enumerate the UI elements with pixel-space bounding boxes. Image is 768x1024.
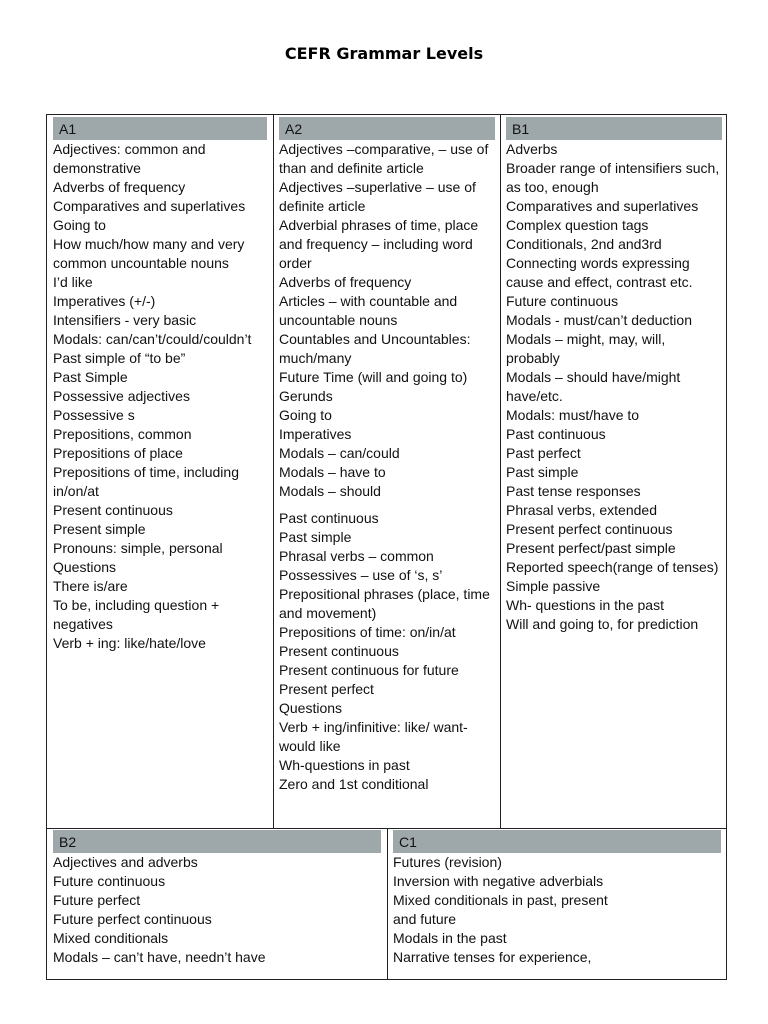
list-item: Present perfect/past simple <box>506 540 676 556</box>
list-item: Prepositional phrases (place, time and movement) <box>279 586 490 621</box>
list-item: Modals - must/can’t deduction <box>506 312 692 328</box>
level-header-b2: B2 <box>53 830 381 853</box>
list-item: Modals – can’t have, needn’t have <box>53 949 266 965</box>
list-item: Modals – should <box>279 483 381 499</box>
cell-a1 <box>53 117 267 653</box>
list-item: Adjectives: common and demonstrative <box>53 141 206 176</box>
list-item: Questions <box>53 559 117 575</box>
list-item: Imperatives (+/-) <box>53 293 156 309</box>
level-header-a2: A2 <box>279 117 495 140</box>
list-item: Prepositions, common <box>53 426 192 442</box>
list-item: Narrative tenses for experience, <box>393 949 592 965</box>
list-item: Adjectives –comparative, – use of than and definite article <box>279 141 489 176</box>
list-c1 <box>393 853 721 967</box>
list-item: Past simple <box>279 529 352 545</box>
cell-c1 <box>393 830 721 967</box>
list-item: Inversion with negative adverbials <box>393 873 604 889</box>
list-item: Possessive s <box>53 407 135 423</box>
divider-a2-b1 <box>500 115 501 829</box>
list-item: How much/how many and very common uncountable nouns <box>53 236 245 271</box>
list-item: Zero and 1st conditional <box>279 776 429 792</box>
list-item: Gerunds <box>279 388 333 404</box>
cell-b2 <box>53 830 381 967</box>
list-item: Future continuous <box>506 293 619 309</box>
list-item: Phrasal verbs – common <box>279 548 434 564</box>
list-item: Past tense responses <box>506 483 641 499</box>
list-item: Comparatives and superlatives <box>53 198 246 214</box>
list-item: Modals – should have/might have/etc. <box>506 369 681 404</box>
list-item: Connecting words expressing cause and effect, contrast etc. <box>506 255 693 290</box>
list-item: There is/are <box>53 578 128 594</box>
list-b2 <box>53 853 381 967</box>
page-title: CEFR Grammar Levels <box>284 44 484 63</box>
list-item: Prepositions of place <box>53 445 183 461</box>
list-item: Pronouns: simple, personal <box>53 540 223 556</box>
list-item: Reported speech(range of tenses) <box>506 559 719 575</box>
list-item: Broader range of intensifiers such, as too, enough <box>506 160 720 195</box>
list-item: Intensifiers - very basic <box>53 312 197 328</box>
list-item: Present perfect continuous <box>506 521 673 537</box>
list-item: Prepositions of time, including in/on/at <box>53 464 239 499</box>
list-item: Complex question tags <box>506 217 649 233</box>
list-item: Present perfect <box>279 681 374 697</box>
list-item: Possessive adjectives <box>53 388 190 404</box>
cell-a2 <box>279 117 495 794</box>
list-item: Past continuous <box>506 426 606 442</box>
list-a2-continued <box>279 509 495 794</box>
list-item: Past simple <box>506 464 579 480</box>
cell-b1 <box>506 117 722 634</box>
list-item: Questions <box>279 700 343 716</box>
list-item: Phrasal verbs, extended <box>506 502 657 518</box>
list-item: Modals in the past <box>393 930 507 946</box>
list-item: Going to <box>53 217 106 233</box>
list-item: Imperatives <box>279 426 352 442</box>
list-item: Countables and Uncountables: much/many <box>279 331 471 366</box>
list-item: Past perfect <box>506 445 581 461</box>
list-item: Adverbs of frequency <box>279 274 412 290</box>
list-b1 <box>506 140 722 634</box>
list-item: Verb + ing/infinitive: like/ want-would like <box>279 719 468 754</box>
list-item: Simple passive <box>506 578 601 594</box>
list-item: Past continuous <box>279 510 379 526</box>
list-item: I’d like <box>53 274 93 290</box>
list-item: Present continuous <box>53 502 173 518</box>
list-item: Comparatives and superlatives <box>506 198 699 214</box>
list-item: Adverbs of frequency <box>53 179 186 195</box>
list-item: Past simple of “to be” <box>53 350 186 366</box>
level-header-a1: A1 <box>53 117 267 140</box>
list-item: Future Time (will and going to) <box>279 369 468 385</box>
list-item: Present simple <box>53 521 146 537</box>
list-item: Modals – might, may, will, probably <box>506 331 666 366</box>
list-item: Going to <box>279 407 332 423</box>
grammar-table <box>46 114 727 980</box>
list-item: Modals: must/have to <box>506 407 640 423</box>
list-item: Prepositions of time: on/in/at <box>279 624 456 640</box>
list-item: Future perfect <box>53 892 141 908</box>
list-item: Modals – can/could <box>279 445 400 461</box>
list-item: Future perfect continuous <box>53 911 212 927</box>
list-item: Articles – with countable and uncountable nouns <box>279 293 458 328</box>
list-item: Adverbs <box>506 141 558 157</box>
level-header-b1: B1 <box>506 117 722 140</box>
list-item: Modals – have to <box>279 464 386 480</box>
divider-b2-c1 <box>387 828 388 980</box>
list-item: Modals: can/can’t/could/couldn’t <box>53 331 252 347</box>
list-a2 <box>279 140 495 501</box>
list-item: Mixed conditionals <box>53 930 169 946</box>
list-a1 <box>53 140 267 653</box>
list-item: Will and going to, for prediction <box>506 616 699 632</box>
list-item: Present continuous for future <box>279 662 459 678</box>
list-item: Adjectives –superlative – use of definite article <box>279 179 476 214</box>
list-item: Future continuous <box>53 873 166 889</box>
list-item: Mixed conditionals in past, present and future <box>393 892 608 927</box>
list-item: Futures (revision) <box>393 854 502 870</box>
list-item: Wh- questions in the past <box>506 597 664 613</box>
list-item: Possessives – use of ‘s, s’ <box>279 567 443 583</box>
level-header-c1: C1 <box>393 830 721 853</box>
list-item: Adjectives and adverbs <box>53 854 198 870</box>
list-item: To be, including question + negatives <box>53 597 220 632</box>
list-item: Conditionals, 2nd and3rd <box>506 236 662 252</box>
list-item: Verb + ing: like/hate/love <box>53 635 206 651</box>
list-item: Adverbial phrases of time, place and frequency – including word order <box>279 217 479 271</box>
list-item: Wh-questions in past <box>279 757 410 773</box>
divider-a1-a2 <box>273 115 274 829</box>
list-item: Present continuous <box>279 643 399 659</box>
list-item: Past Simple <box>53 369 128 385</box>
